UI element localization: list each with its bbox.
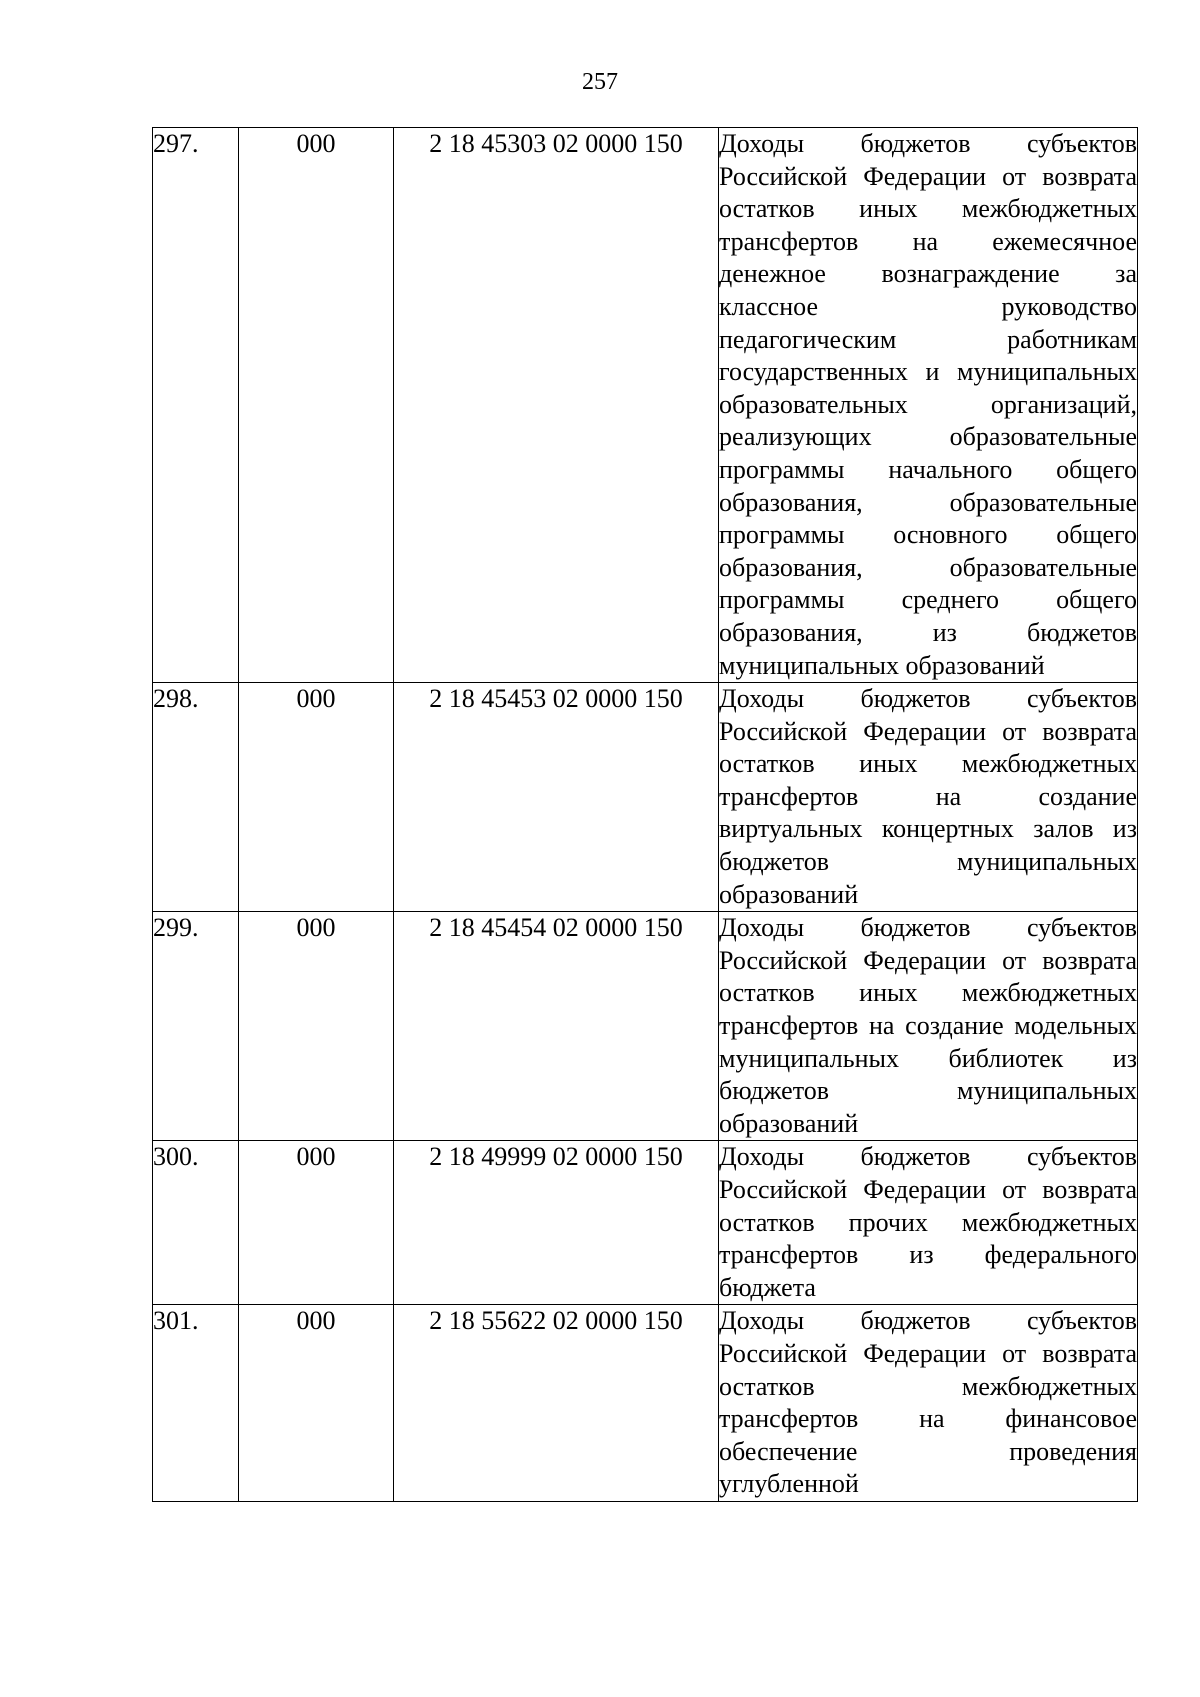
row-number: 300. xyxy=(153,1141,239,1305)
budget-classification-code: 2 18 55622 02 0000 150 xyxy=(394,1305,719,1502)
admin-code: 000 xyxy=(239,912,394,1141)
budget-classification-code: 2 18 45303 02 0000 150 xyxy=(394,128,719,683)
budget-classification-code: 2 18 45453 02 0000 150 xyxy=(394,683,719,912)
admin-code: 000 xyxy=(239,683,394,912)
admin-code: 000 xyxy=(239,1141,394,1305)
income-description: Доходы бюджетов субъектов Российской Федерации от возврата остатков иных межбюджетных трансфертов на создание виртуальных концертных залов из бюджетов муниципальных образований xyxy=(719,683,1138,912)
admin-code: 000 xyxy=(239,1305,394,1502)
budget-classification-code: 2 18 49999 02 0000 150 xyxy=(394,1141,719,1305)
table-row xyxy=(153,1141,1138,1305)
budget-codes-table xyxy=(152,127,1138,1502)
row-number: 301. xyxy=(153,1305,239,1502)
table-row xyxy=(153,912,1138,1141)
budget-classification-code: 2 18 45454 02 0000 150 xyxy=(394,912,719,1141)
admin-code: 000 xyxy=(239,128,394,683)
row-number: 298. xyxy=(153,683,239,912)
table-row xyxy=(153,683,1138,912)
page-number: 257 xyxy=(582,69,618,95)
table-row xyxy=(153,1305,1138,1502)
row-number: 297. xyxy=(153,128,239,683)
table-row xyxy=(153,128,1138,683)
income-description: Доходы бюджетов субъектов Российской Федерации от возврата остатков иных межбюджетных трансфертов на ежемесячное денежное вознаграждение за классное руководство педагогическим работникам государственных и муниципальных образовательных организаций, реализующих образовательные программы начального общего образования, образовательные программы основного общего образования, образовательные программы среднего общего образования, из бюджетов муниципальных образований xyxy=(719,128,1138,683)
income-description: Доходы бюджетов субъектов Российской Федерации от возврата остатков иных межбюджетных трансфертов на создание модельных муниципальных библиотек из бюджетов муниципальных образований xyxy=(719,912,1138,1141)
income-description: Доходы бюджетов субъектов Российской Федерации от возврата остатков прочих межбюджетных трансфертов из федерального бюджета xyxy=(719,1141,1138,1305)
row-number: 299. xyxy=(153,912,239,1141)
income-description: Доходы бюджетов субъектов Российской Федерации от возврата остатков межбюджетных трансфертов на финансовое обеспечение проведения углубленной xyxy=(719,1305,1138,1502)
